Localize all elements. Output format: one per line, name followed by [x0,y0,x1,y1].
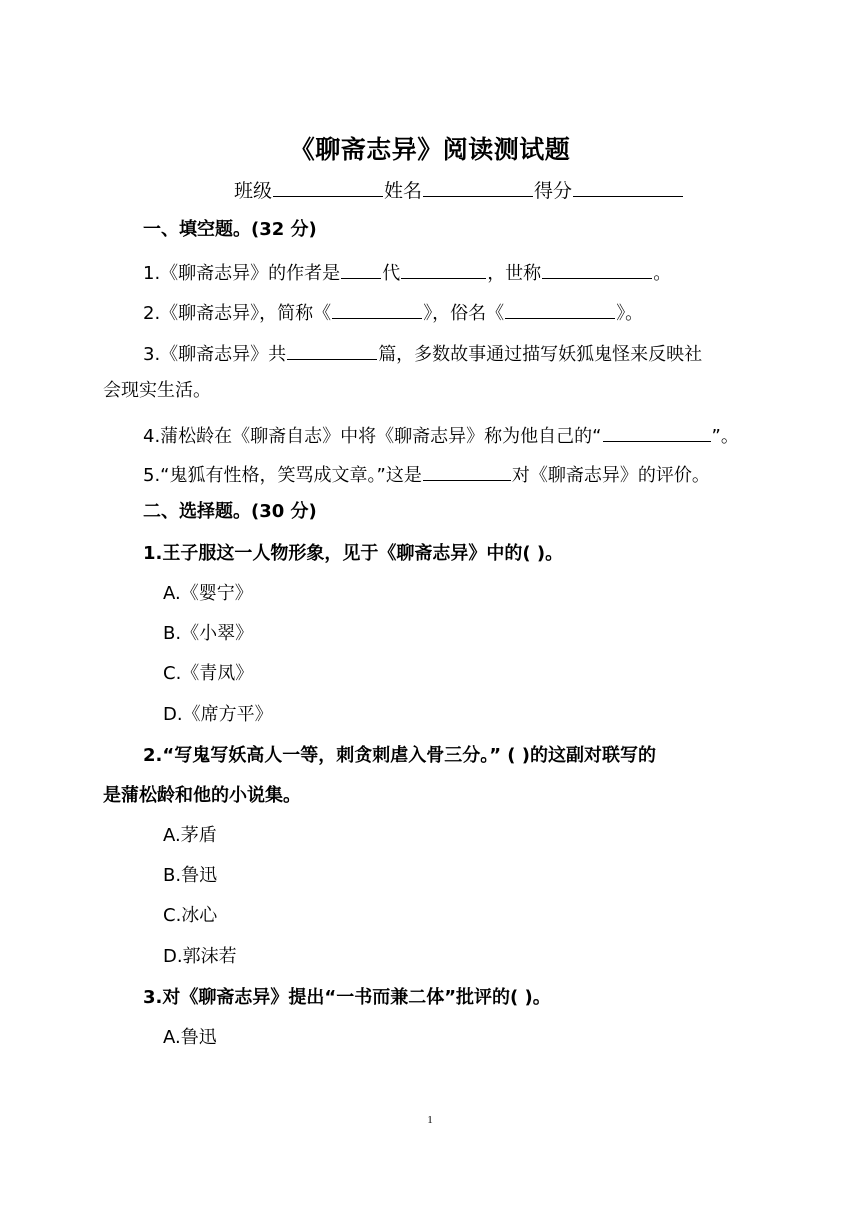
answer-blank[interactable] [423,460,511,481]
choice-question-2-continued: 是蒲松龄和他的小说集。 [103,785,301,806]
choice-question-2: 2.“写鬼写妖高人一等，刺贪刺虐入骨三分。” ( )的这副对联写的 [143,745,657,766]
choice-option[interactable]: A.茅盾 [163,825,217,846]
name-blank[interactable] [423,176,533,197]
choice-question-3: 3.对《聊斋志异》提出“一书而兼二体”批评的( )。 [143,987,551,1008]
fill-question-3: 3.《聊斋志异》共 篇，多数故事通过描写妖狐鬼怪来反映社 [143,339,702,367]
answer-blank[interactable] [287,339,377,360]
answer-blank[interactable] [341,258,381,279]
page-number: 1 [427,1114,433,1126]
class-blank[interactable] [273,176,383,197]
answer-blank[interactable] [542,258,652,279]
page-title: 《聊斋志异》阅读测试题 [289,135,571,164]
section1-heading: 一、填空题。(32 分) [143,219,317,240]
choice-option[interactable]: C.冰心 [163,905,218,926]
score-label: 得分 [534,180,573,202]
answer-blank[interactable] [332,298,422,319]
fill-question-3-continued: 会现实生活。 [103,380,211,401]
section2-heading: 二、选择题。(30 分) [143,501,317,522]
choice-option[interactable]: B.鲁迅 [163,865,218,886]
fill-question-1: 1.《聊斋志异》的作者是 代 ，世称 。 [143,258,671,286]
name-label: 姓名 [384,180,423,202]
fill-question-4: 4.蒲松龄在《聊斋自志》中将《聊斋志异》称为他自己的“ ”。 [143,421,739,449]
choice-question-1: 1.王子服这一人物形象，见于《聊斋志异》中的( )。 [143,543,564,564]
choice-option[interactable]: B.《小翠》 [163,623,254,644]
student-info-row [234,176,684,203]
choice-option[interactable]: A.《婴宁》 [163,583,253,604]
fill-question-2: 2.《聊斋志异》，简称《 》，俗名《 》。 [143,298,643,326]
fill-question-5: 5.“鬼狐有性格，笑骂成文章。”这是 对《聊斋志异》的评价。 [143,460,710,488]
score-blank[interactable] [573,176,683,197]
answer-blank[interactable] [505,298,615,319]
choice-option[interactable]: D.《席方平》 [163,704,273,725]
choice-option[interactable]: A.鲁迅 [163,1027,217,1048]
answer-blank[interactable] [401,258,486,279]
choice-option[interactable]: C.《青凤》 [163,663,254,684]
choice-option[interactable]: D.郭沫若 [163,946,237,967]
answer-blank[interactable] [603,421,711,442]
class-label: 班级 [234,180,273,202]
